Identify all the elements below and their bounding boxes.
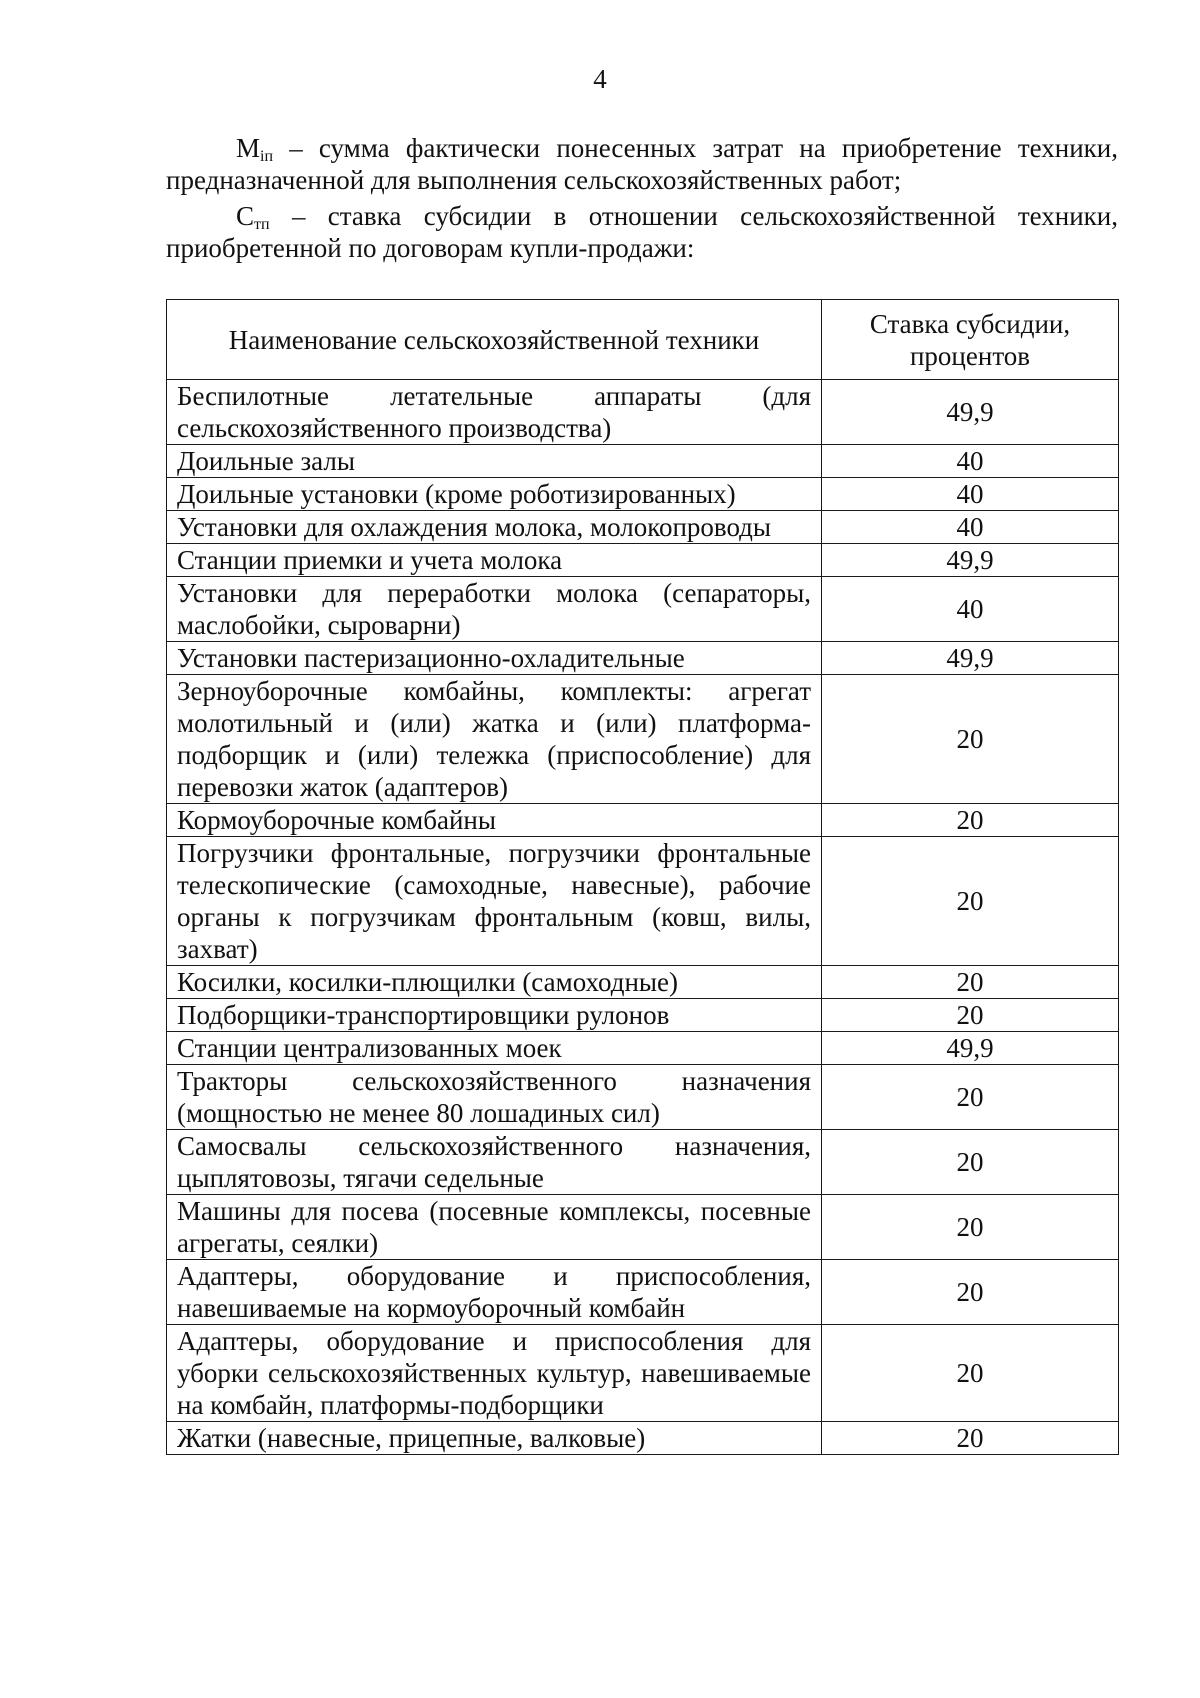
subsidy-rate-cell: 49,9 [822,1032,1119,1065]
subsidy-rate-cell: 20 [822,999,1119,1032]
equipment-name-cell: Жатки (навесные, прицепные, валковые) [167,1422,822,1455]
subsidy-rate-cell: 49,9 [822,380,1119,445]
equipment-name-cell: Установки пастеризационно-охладительные [167,642,822,675]
equipment-name-cell: Установки для охлаждения молока, молокопроводы [167,511,822,544]
subsidy-rate-cell: 40 [822,478,1119,511]
subsidy-rate-cell: 40 [822,445,1119,478]
definition-min-text: – сумма фактически понесенных затрат на приобретение техники, предназначенной для выполнения сельскохозяйственных работ; [166,133,1118,195]
subsidy-rate-cell: 40 [822,511,1119,544]
equipment-name-cell: Станции централизованных моек [167,1032,822,1065]
header-equipment-name: Наименование сельскохозяйственной техники [167,300,822,380]
table-row [167,837,1119,966]
subsidy-rate-cell: 20 [822,804,1119,837]
symbol-m: M [236,133,261,163]
equipment-name-cell: Зерноуборочные комбайны, комплекты: агрегат молотильный и (или) жатка и (или) платформа-подборщик и (или) тележка (приспособление) для перевозки жаток (адаптеров) [167,675,822,804]
table-row [167,445,1119,478]
subsidy-rates-table [166,299,1119,1455]
header-subsidy-rate: Ставка субсидии, процентов [822,300,1119,380]
equipment-name-cell: Адаптеры, оборудование и приспособления для уборки сельскохозяйственных культур, навешиваемые на комбайн, платформы-подборщики [167,1325,822,1422]
equipment-name-cell: Станции приемки и учета молока [167,544,822,577]
subscript-ip: iп [260,148,274,165]
table-row [167,1130,1119,1195]
equipment-name-cell: Самосвалы сельскохозяйственного назначения, цыплятовозы, тягачи седельные [167,1130,822,1195]
subsidy-rate-cell: 20 [822,1065,1119,1130]
equipment-name-cell: Тракторы сельскохозяйственного назначения (мощностью не менее 80 лошадиных сил) [167,1065,822,1130]
table-row [167,642,1119,675]
table-row [167,675,1119,804]
equipment-name-cell: Беспилотные летательные аппараты (для сельскохозяйственного производства) [167,380,822,445]
equipment-name-cell: Адаптеры, оборудование и приспособления, навешиваемые на кормоуборочный комбайн [167,1260,822,1325]
subsidy-rate-cell: 20 [822,675,1119,804]
table-body [167,380,1119,1455]
table-row [167,804,1119,837]
subsidy-rate-cell: 20 [822,1422,1119,1455]
definition-min [166,132,1118,196]
symbol-s: С [236,201,255,231]
definition-stp-text: – ставка субсидии в отношении сельскохозяйственной техники, приобретенной по договорам купли-продажи: [166,201,1118,263]
table-row [167,1422,1119,1455]
subsidy-rate-cell: 20 [822,1195,1119,1260]
equipment-name-cell: Машины для посева (посевные комплексы, посевные агрегаты, сеялки) [167,1195,822,1260]
table-row [167,1195,1119,1260]
subsidy-rate-cell: 20 [822,837,1119,966]
equipment-name-cell: Погрузчики фронтальные, погрузчики фронтальные телескопические (самоходные, навесные), рабочие органы к погрузчикам фронтальным (ковш, вилы, захват) [167,837,822,966]
subsidy-rate-cell: 49,9 [822,642,1119,675]
table-row [167,1032,1119,1065]
definition-stp [166,200,1118,264]
table-row [167,577,1119,642]
table-row [167,380,1119,445]
subsidy-rate-cell: 40 [822,577,1119,642]
table-row [167,999,1119,1032]
table-row [167,966,1119,999]
table-header-row [167,300,1119,380]
subsidy-rate-cell: 20 [822,1130,1119,1195]
subsidy-rate-cell: 20 [822,966,1119,999]
table-row [167,478,1119,511]
subsidy-rate-cell: 49,9 [822,544,1119,577]
subscript-tp: тп [254,216,270,233]
equipment-name-cell: Кормоуборочные комбайны [167,804,822,837]
equipment-name-cell: Подборщики-транспортировщики рулонов [167,999,822,1032]
table-row [167,511,1119,544]
equipment-name-cell: Установки для переработки молока (сепараторы, маслобойки, сыроварни) [167,577,822,642]
intro-text [166,132,1118,268]
subsidy-rate-cell: 20 [822,1260,1119,1325]
equipment-name-cell: Доильные установки (кроме роботизированных) [167,478,822,511]
page-number: 4 [593,64,607,94]
table-row [167,1325,1119,1422]
equipment-name-cell: Доильные залы [167,445,822,478]
table-row [167,1065,1119,1130]
table-row [167,1260,1119,1325]
subsidy-rate-cell: 20 [822,1325,1119,1422]
equipment-name-cell: Косилки, косилки-плющилки (самоходные) [167,966,822,999]
table-row [167,544,1119,577]
